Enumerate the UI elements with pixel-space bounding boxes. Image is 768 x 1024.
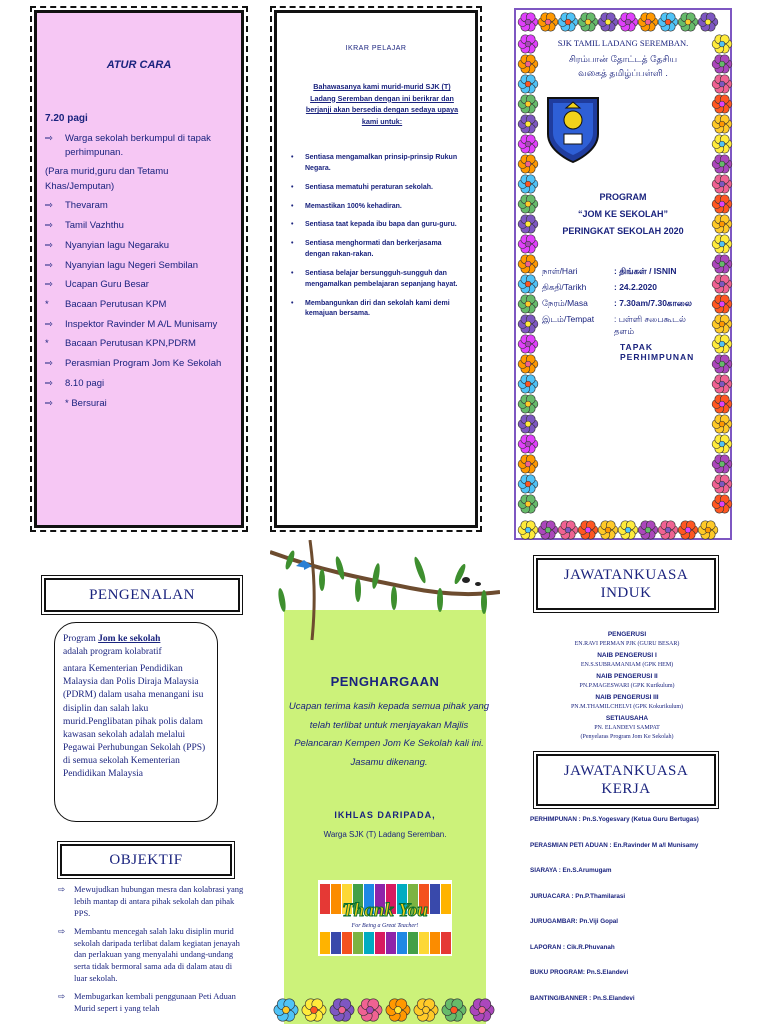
objektif-item: [58, 926, 244, 985]
atur-cara-item: [45, 278, 235, 293]
ikrar-item-text: Sentiasa mematuhi peraturan sekolah.: [305, 183, 433, 191]
flower-icon: [678, 521, 698, 539]
atur-cara-item-text: Ucapan Guru Besar: [65, 279, 149, 291]
flower-icon: [518, 215, 538, 233]
arrow-marker-icon: ⇨: [58, 991, 66, 1002]
penghargaan-message: Ucapan terima kasih kepada semua pihak yang telah terlibat untuk menjayakan Majlis Pelancaran Kempen Jom Ke Sekolah kali ini. Jasamu dikenang.: [288, 701, 490, 768]
detail-row: [542, 314, 704, 338]
work-committee-item: BUKU PROGRAM: Pn.S.Elandevi: [530, 969, 629, 976]
committee-member: (Penyelaras Program Jom Ke Sekolah): [580, 734, 674, 740]
flower-icon: [658, 13, 678, 31]
flower-icon: [712, 215, 732, 233]
atur-cara-item-text: Bacaan Perutusan KPM: [65, 298, 167, 310]
flower-icon: [518, 415, 538, 433]
flower-icon: [712, 415, 732, 433]
atur-cara-item-text: Perasmian Program Jom Ke Sekolah: [65, 358, 222, 370]
bullet-icon: •: [291, 269, 294, 277]
school-name-tamil-1: சிரம்பான் தோட்டத் தேசிய: [568, 54, 678, 64]
flower-icon: [518, 315, 538, 333]
arrow-marker-icon: ⇨: [45, 239, 53, 251]
flower-icon: [558, 13, 578, 31]
atur-cara-item-text: Tamil Vazhthu: [65, 220, 124, 232]
flower-icon: [518, 495, 538, 513]
tree-branch-illustration: [270, 540, 500, 652]
ikrar-item-text: Sentiasa mengamalkan prinsip-prinsip Rukun Negara.: [305, 154, 458, 172]
arrow-marker-icon: ⇨: [45, 259, 53, 271]
flower-icon: [712, 455, 732, 473]
flower-icon: [638, 13, 658, 31]
detail-row: [542, 266, 704, 278]
flower-icon: [518, 375, 538, 393]
atur-cara-title: ATUR CARA: [106, 59, 172, 71]
school-crest-icon: [542, 94, 604, 166]
detail-value: : திங்கள் / ISNIN: [614, 266, 677, 277]
atur-cara-item: [45, 337, 235, 352]
program-label: PROGRAM: [599, 192, 647, 202]
flower-icon: [302, 999, 326, 1021]
ikrar-item: [291, 269, 465, 291]
flower-icon: [712, 55, 732, 73]
detail-key: நாள்/Hari: [542, 266, 578, 277]
committee-role: NAIB PENGERUSI III: [595, 694, 659, 701]
work-committee-item: BANTING/BANNER : Pn.S.Elandevi: [530, 994, 635, 1002]
flower-icon: [712, 375, 732, 393]
jk-kerja-list: [530, 816, 760, 1020]
atur-cara-item: [45, 259, 235, 274]
pengenalan-line2: adalah program kolabratif: [63, 647, 162, 658]
arrow-marker-icon: ⇨: [58, 884, 66, 894]
flower-icon: [618, 521, 638, 539]
venue-name: TAPAK PERHIMPUNAN: [620, 342, 695, 363]
flower-icon: [518, 435, 538, 453]
flower-icon: [712, 75, 732, 93]
flower-icon: [712, 175, 732, 193]
flower-icon: [678, 13, 698, 31]
atur-cara-item: [45, 239, 235, 254]
sender-line: Warga SJK (T) Ladang Seremban.: [323, 830, 447, 839]
program-cover-panel: [514, 8, 732, 540]
flower-icon: [538, 521, 558, 539]
school-name-tamil-2: வகைத் தமிழ்ப்பள்ளி .: [578, 68, 668, 78]
flower-icon: [712, 395, 732, 413]
arrow-marker-icon: ⇨: [45, 132, 53, 144]
committee-role: NAIB PENGERUSI I: [597, 652, 657, 659]
jk-kerja-title: [536, 754, 716, 806]
ikrar-pelajar-panel: [274, 10, 478, 528]
atur-cara-item: [45, 377, 235, 392]
detail-value: : பள்ளி சபைகூடல் தளம்: [614, 314, 686, 337]
detail-key: இடம்/Tempat: [542, 314, 595, 325]
flower-icon: [518, 521, 538, 539]
objektif-item-text: Membugarkan kembali penggunaan Peti Aduan Murid sepert i yang telah: [74, 991, 236, 1014]
program-level: PERINGKAT SEKOLAH 2020: [562, 226, 684, 237]
atur-cara-body: [45, 111, 235, 411]
flower-row-decoration: [270, 992, 500, 1024]
flower-icon: [518, 235, 538, 253]
flower-icon: [442, 999, 466, 1021]
jk-induk-title: [536, 558, 716, 610]
flower-icon: [598, 13, 618, 31]
flower-icon: [518, 135, 538, 153]
work-committee-item: PERHIMPUNAN : Pn.S.Yogesvary (Ketua Guru Bertugas): [530, 816, 699, 823]
jk-induk-title-line1: JAWATANKUASA: [563, 567, 689, 583]
program-heading: [542, 189, 704, 240]
pengenalan-line1: [63, 633, 209, 646]
work-committee-item: JURUGAMBAR: Pn.Viji Gopal: [530, 918, 619, 925]
ikrar-item: [291, 299, 465, 321]
ikrar-intro: Bahawasanya kami murid-murid SJK (T) Ladang Seremban dengan ini berikrar dan berjanji akan bersedia dengan sedaya upaya kami untuk:: [305, 82, 459, 126]
arrow-marker-icon: ⇨: [58, 925, 66, 936]
committee-member: PN.P.MAGESWARI (GPK Kurikulum): [579, 683, 675, 689]
flower-icon: [578, 521, 598, 539]
atur-cara-item-text: Nyanyian lagu Negaraku: [65, 239, 170, 251]
objektif-item: [58, 991, 244, 1015]
atur-cara-item-text: * Bersurai: [65, 397, 107, 409]
committee-role: NAIB PENGERUSI II: [596, 673, 658, 680]
jk-kerja-title-line2: KERJA: [601, 781, 651, 797]
arrow-marker-icon: ⇨: [45, 318, 53, 330]
ikrar-title: IKRAR PELAJAR: [345, 45, 407, 52]
flower-icon: [518, 255, 538, 273]
flower-icon: [712, 135, 732, 153]
event-details: [542, 266, 704, 362]
flower-icon: [698, 13, 718, 31]
detail-value: : 7.30am/7.30காலை: [614, 298, 692, 309]
flower-icon: [518, 155, 538, 173]
bullet-icon: •: [291, 299, 294, 307]
atur-cara-item-text: Bacaan Perutusan KPN,PDRM: [65, 338, 196, 350]
flower-icon: [578, 13, 598, 31]
detail-key: திகதி/Tarikh: [542, 282, 587, 293]
ikhlas-daripada: IKHLAS DARIPADA,: [334, 810, 436, 820]
bullet-icon: •: [291, 221, 294, 229]
ikrar-item-text: Membangunkan diri dan sekolah kami demi kemajuan bersama.: [305, 299, 450, 318]
arrow-marker-icon: *: [45, 298, 49, 310]
atur-cara-start-time: 7.20 pagi: [45, 113, 88, 124]
flower-icon: [274, 999, 298, 1021]
atur-cara-item: [45, 199, 235, 214]
flower-icon: [618, 13, 638, 31]
atur-cara-item-text: Nyanyian lagu Negeri Sembilan: [65, 259, 199, 271]
atur-cara-item: [45, 397, 235, 412]
atur-cara-item-text: (Para murid,guru dan Tetamu Khas/Jemputan): [45, 165, 169, 192]
flower-icon: [518, 355, 538, 373]
atur-cara-item: [45, 318, 235, 333]
flower-icon: [518, 35, 538, 53]
ikrar-item: [291, 220, 465, 231]
atur-cara-item: [45, 298, 235, 313]
flower-icon: [518, 75, 538, 93]
committee-role: SETIAUSAHA: [605, 715, 649, 722]
flower-icon: [698, 521, 718, 539]
flower-icon: [518, 175, 538, 193]
ikrar-item-text: Memastikan 100% kehadiran.: [305, 202, 402, 210]
atur-cara-panel: [34, 10, 244, 528]
program-name: “JOM KE SEKOLAH”: [577, 209, 668, 220]
flower-icon: [518, 295, 538, 313]
flower-icon: [518, 455, 538, 473]
work-committee-item: SIARAYA : En.S.Arumugam: [530, 867, 612, 874]
committee-member: EN.RAVI PERMAN PJK (GURU BESAR): [574, 641, 680, 647]
bullet-icon: •: [291, 154, 294, 161]
flower-icon: [518, 335, 538, 353]
work-committee-item: JURUACARA : Pn.P.Thamilarasi: [530, 892, 626, 900]
objektif-list: [58, 884, 244, 1021]
flower-icon: [330, 999, 354, 1021]
flower-icon: [358, 999, 382, 1021]
committee-member: PN.M.THAMILCHELVI (GPK Kokurikulum): [570, 704, 684, 710]
flower-icon: [386, 999, 410, 1021]
arrow-marker-icon: ⇨: [45, 220, 53, 232]
atur-cara-item: [45, 219, 235, 234]
cover-content: [542, 38, 704, 510]
flower-icon: [470, 999, 494, 1021]
detail-row: [542, 282, 704, 294]
bullet-icon: •: [291, 240, 294, 248]
jk-induk-list: [520, 626, 734, 740]
penghargaan-panel: [270, 540, 500, 1024]
arrow-marker-icon: ⇨: [45, 397, 53, 409]
detail-value: : 24.2.2020: [614, 282, 658, 293]
committee-member: EN.S.SUBRAMANIAM (GPK HEM): [580, 662, 674, 668]
flower-icon: [518, 95, 538, 113]
arrow-marker-icon: ⇨: [45, 377, 53, 389]
atur-cara-item-text: Warga sekolah berkumpul di tapak perhimpunan.: [65, 132, 211, 159]
work-committee-item: PERASMIAN PETI ADUAN : En.Ravinder M a/l Munisamy: [530, 841, 699, 849]
jk-kerja-title-line1: JAWATANKUASA: [563, 763, 689, 779]
thank-you-text: Thank You: [342, 900, 428, 921]
atur-cara-item: [45, 357, 235, 372]
penghargaan-title: PENGHARGAAN: [330, 674, 440, 689]
thank-you-pencils-image: [318, 880, 452, 956]
flower-icon: [712, 35, 732, 53]
pengenalan-prefix: Program: [63, 634, 99, 644]
detail-row: [542, 298, 704, 310]
flower-icon: [712, 275, 732, 293]
ikrar-item-text: Sentiasa taat kepada ibu bapa dan guru-guru.: [305, 221, 457, 229]
objektif-title: OBJEKTIF: [60, 844, 232, 876]
flower-icon: [712, 335, 732, 353]
pengenalan-title: PENGENALAN: [44, 578, 240, 612]
pengenalan-body: [54, 622, 218, 822]
bullet-icon: •: [291, 202, 294, 210]
ikrar-item: [291, 239, 465, 261]
flower-icon: [518, 275, 538, 293]
flower-icon: [712, 315, 732, 333]
detail-key: நேரம்/Masa: [542, 298, 588, 309]
work-committee-item: LAPORAN : Cik.R.Phuvanah: [530, 943, 615, 951]
committee-member: PN. ELANDEVI SAMPAT: [594, 725, 660, 731]
flower-icon: [712, 155, 732, 173]
ikrar-item-text: Sentiasa belajar bersungguh-sungguh dan mengamalkan pembelajaran sepanjang hayat.: [305, 269, 458, 288]
atur-cara-item: [45, 165, 235, 194]
atur-cara-list: [45, 132, 235, 412]
ikrar-item: [291, 153, 465, 175]
ikrar-item: [291, 183, 465, 194]
flower-icon: [638, 521, 658, 539]
flower-icon: [538, 13, 558, 31]
flower-icon: [658, 521, 678, 539]
flower-icon: [712, 255, 732, 273]
atur-cara-item-text: Thevaram: [65, 200, 108, 212]
arrow-marker-icon: ⇨: [45, 279, 53, 291]
flower-icon: [518, 395, 538, 413]
atur-cara-item: [45, 132, 235, 161]
flower-icon: [518, 13, 538, 31]
pengenalan-program-name: Jom ke sekolah: [98, 634, 161, 644]
flower-icon: [712, 235, 732, 253]
objektif-item-text: Membantu mencegah salah laku disiplin murid sekolah daripada terlibat dalam kegiatan jenayah dan perlakuan yang menyalahi undang-undang serta tidak bermoral sama ada di dalam atau di luar sekolah.: [74, 925, 240, 984]
atur-cara-item-text: Inspektor Ravinder M A/L Munisamy: [65, 318, 218, 330]
arrow-marker-icon: ⇨: [45, 200, 53, 212]
arrow-marker-icon: ⇨: [45, 358, 53, 370]
pengenalan-paragraph: antara Kementerian Pendidikan Malaysia dan Polis Diraja Malaysia (PDRM) dalam usaha menangani isu disiplin dan salah laku murid.Penglibatan pihak polis dalam kawasan sekolah adalah melalui Pegawai Perhubungan Sekolah (PPS) di semua sekolah Kementerian Pendidikan Malaysia: [63, 664, 206, 780]
objektif-item-text: Mewujudkan hubungan mesra dan kolabrasi yang lebih mantap di antara pihak sekolah dan pihak PPS.: [74, 884, 244, 918]
flower-icon: [712, 475, 732, 493]
flower-icon: [518, 475, 538, 493]
arrow-marker-icon: *: [45, 338, 49, 350]
flower-icon: [598, 521, 618, 539]
jk-induk-title-line2: INDUK: [600, 585, 652, 601]
flower-icon: [518, 115, 538, 133]
flower-icon: [712, 95, 732, 113]
atur-cara-item-text: 8.10 pagi: [65, 377, 105, 389]
thank-you-subtext: For Being a Great Teacher!: [351, 923, 419, 929]
flower-icon: [712, 295, 732, 313]
school-name: SJK TAMIL LADANG SEREMBAN.: [557, 38, 689, 48]
flower-icon: [518, 195, 538, 213]
ikrar-list: [291, 153, 465, 328]
bullet-icon: •: [291, 183, 294, 191]
committee-role: PENGERUSI: [607, 631, 647, 638]
ikrar-item-text: Sentiasa menghormati dan berkerjasama dengan rakan-rakan.: [305, 240, 442, 259]
flower-icon: [712, 435, 732, 453]
flower-icon: [518, 55, 538, 73]
flower-icon: [712, 195, 732, 213]
flower-icon: [558, 521, 578, 539]
ikrar-item: [291, 202, 465, 213]
flower-icon: [712, 355, 732, 373]
objektif-item: [58, 884, 244, 920]
flower-icon: [414, 999, 438, 1021]
flower-icon: [712, 115, 732, 133]
flower-icon: [712, 495, 732, 513]
